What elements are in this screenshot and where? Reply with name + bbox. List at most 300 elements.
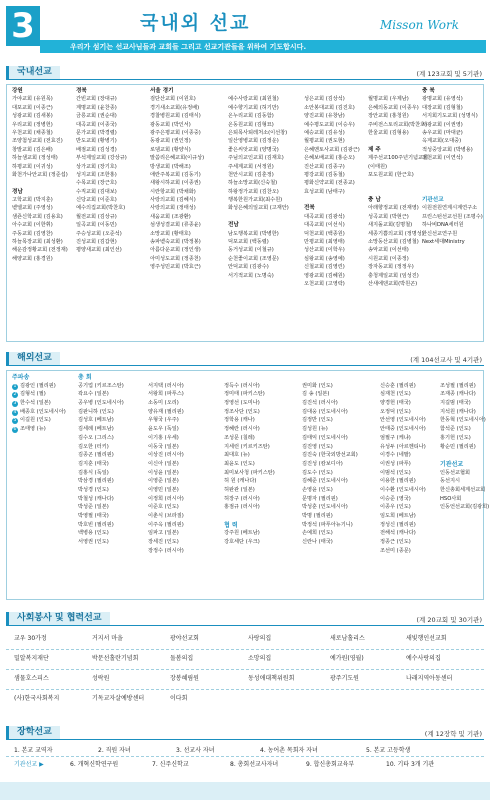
social-entry: 예가원(영월) xyxy=(330,655,364,662)
missionary-entry: 서영권 (인도) xyxy=(78,539,109,546)
church-entry: 수직교회 (김대보) xyxy=(76,188,117,195)
church-entry: 새왕시하교회 (이종권) xyxy=(150,180,201,187)
church-entry: 상가교회 (장기호) xyxy=(76,163,117,170)
missionary-entry: 김수오 (그리스) xyxy=(78,434,114,441)
social-entry: 샘물호스피스 xyxy=(14,675,49,682)
missionary-entry: 정성신 (필리핀) xyxy=(380,521,416,528)
church-entry: 부석제일교회 (강상규) xyxy=(76,155,127,162)
church-entry: 새지돌교회(김명철) xyxy=(368,222,413,229)
missionary-entry: 이범석 (인도) xyxy=(380,469,411,476)
social-row-divider xyxy=(6,649,484,650)
church-entry: 덕포교회 (백동렬) xyxy=(228,239,269,246)
church-entry: 광주은평교회 (이종중) xyxy=(150,129,201,136)
church-entry: (이태원) xyxy=(368,163,388,170)
church-entry xyxy=(368,189,422,197)
area-name: 한수석 (일본) xyxy=(20,400,51,407)
missionary-entry: 김진석 (러시아) xyxy=(302,400,338,407)
missionary-entry: 권미화 (인도) xyxy=(302,382,333,389)
church-entry: 평화신약교회 (전종교) xyxy=(304,180,355,187)
social-entry: 거지서 마을 xyxy=(92,635,123,642)
social-entry: 기독교자살예방센터 xyxy=(92,695,145,702)
overseas-column xyxy=(380,374,438,556)
missionary-entry: 손영윤 (인도) xyxy=(302,486,333,493)
church-entry: 대곡교회 (이선식) xyxy=(304,222,345,229)
missionary-entry: 한신총회세계선교회 xyxy=(440,486,486,493)
missionary-entry: 곽요수 (일본) xyxy=(78,391,109,398)
church-entry: 하왕정가교회 (김찬오) xyxy=(228,188,279,195)
sending-area xyxy=(12,417,76,426)
church-entry: 좋은씨앗교회 (양명국) xyxy=(228,146,279,153)
missionary-entry: 임파고 (일본) xyxy=(148,530,179,537)
region-heading: 충 북 xyxy=(422,88,435,94)
missionary-entry: 박명 (필리핀) xyxy=(302,513,333,519)
church-entry: 성지교회 (조한홍) xyxy=(76,171,117,178)
church-entry: 말씀리은혜교회(이규상) xyxy=(150,155,205,162)
church-entry xyxy=(228,214,302,222)
church-entry: 일곡교회 (이동민) xyxy=(76,222,117,229)
missionary-entry: 이준호 (인도) xyxy=(148,504,179,511)
church-entry: 송우교회 (마대균) xyxy=(422,129,463,136)
missionary-entry: 이용한 (필리핀) xyxy=(380,478,416,485)
number-badge: 6 xyxy=(13,427,17,433)
church-entry: 광동교회 (박인서) xyxy=(150,121,191,128)
number-badge: 4 xyxy=(13,409,17,415)
church-entry: 신철교회 (김영린) xyxy=(304,264,345,271)
social-row-divider xyxy=(6,689,484,690)
church-entry: 영주성민교회 (박효근) xyxy=(150,264,201,271)
church-entry: 성광교회 (김새봉) xyxy=(12,113,53,120)
page-subtitle: 우리가 섬기는 선교사님들과 교회들 그리고 선교기관들을 위하여 기도합시다. xyxy=(70,43,307,51)
missionary-entry: 조성필 (필리핀) xyxy=(440,382,476,389)
scholarship-entry: 6. 개혁신학연구원 xyxy=(70,761,119,768)
social-entry: 예수사랑의집 xyxy=(406,655,441,662)
church-entry: 한울교회 (김형용) xyxy=(368,129,409,136)
domestic-count: (계 123교회 및 5기관) xyxy=(416,70,482,78)
church-entry: 예수평도교회 (이승우) xyxy=(304,121,355,128)
scholarship-entry: 10. 기타 3개 기관 xyxy=(386,761,435,768)
area-name: 김광인 (필리핀) xyxy=(20,382,56,389)
church-entry: 송파벧숙교회 (박정봉) xyxy=(150,239,201,246)
missionary-entry: 허완관 (일본) xyxy=(224,486,255,493)
missionary-entry: 정혜란 (러시아) xyxy=(224,426,260,433)
missionary-entry: 박삼경 (필리핀) xyxy=(78,478,114,485)
church-entry: 애란주복교회 (김동기) xyxy=(150,171,201,178)
missionary-entry: 안태중 (인도네시아) xyxy=(380,426,426,433)
domestic-grid xyxy=(12,88,482,338)
missionary-entry: 공우병 (인도네시아) xyxy=(78,400,124,407)
church-entry: 양진교회 (유창남) xyxy=(304,113,345,120)
scholarship-entry: 9. 합신총회교육부 xyxy=(306,761,355,768)
church-entry: 하나비DNA세터원 xyxy=(422,222,464,229)
social-entry: 새빛행인선교회 xyxy=(406,635,447,642)
missionary-entry: 김홍식 (독일) xyxy=(78,469,109,476)
missionary-entry: 지세런 (키르키즈탄) xyxy=(224,443,270,450)
church-entry: 사랑의교회 (정태성) xyxy=(150,205,196,212)
social-row xyxy=(14,692,476,706)
social-entry: (사)한국사회복지 xyxy=(14,695,60,702)
church-entry: 하늘샘교회 (정성태) xyxy=(12,155,58,162)
church-entry: 심왕교회 (송영예) xyxy=(304,255,345,262)
areas-title: 주파송 xyxy=(12,374,30,381)
church-entry: 시란항교회 (박채화) xyxy=(150,188,196,195)
missionary-entry: 오정덕 (인도) xyxy=(380,408,411,415)
church-entry: 은혜보배교회 (홍순오) xyxy=(304,155,355,162)
church-entry: 남도행복교회 (박병한) xyxy=(228,230,279,237)
church-entry: 간빈교회 (장대규) xyxy=(76,96,117,103)
missionary-entry: 박성경 (인도) xyxy=(78,486,109,493)
overseas-column xyxy=(78,374,146,548)
social-entry: 장봉혜림원 xyxy=(170,675,199,682)
overseas-column xyxy=(302,374,378,548)
church-entry: 월전교회 (김상규) xyxy=(76,213,117,220)
social-row-divider xyxy=(6,669,484,670)
agency-label: 기관선교 ▶ xyxy=(14,761,44,768)
church-entry: 진산교회 (김종구) xyxy=(304,163,345,170)
missionary-entry: 조성문 (칠레) xyxy=(224,434,255,441)
overseas-title: 해외선교 xyxy=(6,352,60,365)
missionary-entry: 김지훈 (태국) xyxy=(78,460,109,467)
missionary-entry: 박정석 (파푸아뉴기니) xyxy=(302,521,353,528)
scholarship-entry: 1. 본교 교역자 xyxy=(14,747,53,754)
church-entry: 은혜멘토사교회 (김광근) xyxy=(304,146,360,153)
missionary-entry: 이승준 (영국) xyxy=(380,495,411,502)
missionary-entry: 허장구 (러시아) xyxy=(224,495,260,502)
number-badge: 3 xyxy=(13,401,17,407)
church-entry xyxy=(422,164,482,172)
church-entry: 서지회기도교회 (성명식) xyxy=(422,113,478,120)
missionary-entry: 신란나 (태국) xyxy=(302,539,333,546)
church-entry: 서광교회 (이권영) xyxy=(422,121,463,128)
church-entry: 만평교회 (최영태) xyxy=(304,239,345,246)
missionary-entry: 이기홍 (우세) xyxy=(148,434,179,441)
missionary-entry: 우형국 (우주) xyxy=(148,417,179,424)
church-entry: 천안시교회 (김훈정) xyxy=(228,171,274,178)
area-name: 조태영 (뉴) xyxy=(20,426,46,433)
missionary-entry: 정득수 (러시아) xyxy=(224,382,260,389)
church-entry: 해운감정황교회 (전정재) xyxy=(12,247,68,254)
church-entry: 성은교회 (김상석) xyxy=(304,96,345,103)
group-heading: 기관선교 xyxy=(440,460,464,468)
church-entry xyxy=(12,180,74,188)
missionary-entry: 박호빈 (필리핀) xyxy=(78,521,114,528)
church-entry: 가야교회 (유원목) xyxy=(12,96,53,103)
domestic-divider xyxy=(6,79,484,80)
chapter-number: 3 xyxy=(6,6,40,46)
church-entry: 검단산교회 (이원호) xyxy=(150,96,196,103)
overseas-divider xyxy=(6,365,484,366)
domestic-column xyxy=(422,88,482,247)
domestic-column xyxy=(228,88,302,281)
missionary-entry: 최미보사청 (파키스탄) xyxy=(224,469,275,476)
church-entry: 소망동산교회 (김병철) xyxy=(368,239,419,246)
missionary-entry: 홍점규 (러시아) xyxy=(224,504,260,511)
social-entry: 박문선홀란기념회 xyxy=(92,655,139,662)
church-entry xyxy=(422,180,482,188)
church-entry: 우천교회 (채종철) xyxy=(12,129,53,136)
missionary-entry: 신승훈 (필리핀) xyxy=(380,382,416,389)
church-entry: 산새에덴교회(박원곤) xyxy=(368,280,418,287)
missionary-entry: 문명자 (필리핀) xyxy=(302,495,338,502)
scholarship-count: (계 12장학 및 기관) xyxy=(424,730,482,738)
social-entry: 동성애대책위원회 xyxy=(248,675,295,682)
missionary-entry: 김오한 (터키) xyxy=(78,443,109,450)
church-entry: 오천교회 (고영락) xyxy=(304,280,345,287)
region-heading: 충 남 xyxy=(368,197,381,204)
church-entry: 포도원교회 (한근호) xyxy=(368,171,414,178)
church-entry xyxy=(368,138,422,146)
church-entry: 평강교회 (김동철) xyxy=(304,171,345,178)
missionary-entry: 홍기헌 (인도) xyxy=(440,434,471,441)
church-entry: 이원전원연계시계연구소 xyxy=(422,205,478,212)
church-entry: 효성교회 (남태구) xyxy=(304,188,345,195)
church-entry: 섬생성결교회 (류종윤) xyxy=(150,222,201,229)
social-entry: 나래지역아동센터 xyxy=(406,675,453,682)
church-entry: 방생교회 (박해조) xyxy=(150,163,191,170)
church-entry: 대곡교회 (김광석) xyxy=(304,213,345,220)
missionary-entry: 김성원 (뉴) xyxy=(302,426,328,433)
overseas-grid xyxy=(12,374,490,596)
church-entry xyxy=(368,180,422,188)
missionary-entry xyxy=(224,513,300,522)
church-entry: 소안봉대교회 (김진호) xyxy=(304,104,355,111)
scholarship-entry: 8. 총회선교사자녀 xyxy=(230,761,279,768)
church-entry: 시원교회 (이종정) xyxy=(368,255,409,262)
missionary-entry: 이종우 (인도) xyxy=(380,504,411,511)
domestic-column xyxy=(150,88,226,273)
church-entry: 안덕교회 (김광수) xyxy=(228,264,269,271)
missionary-entry: 김 송 (일본) xyxy=(302,391,330,398)
missionary-entry: 김세례 (베트남) xyxy=(78,426,114,433)
church-entry: 진성교회 (김갑현) xyxy=(76,239,117,246)
sending-area xyxy=(12,426,76,435)
missionary-entry: 정영선 (도미나) xyxy=(224,400,260,407)
social-row xyxy=(14,652,476,666)
social-entry: 성락원 xyxy=(92,675,110,682)
missionary-entry: 정미태 (파키스탄) xyxy=(224,391,265,398)
church-entry: 하평교회 (이귀성) xyxy=(12,163,53,170)
church-entry: 행복한원가교회(최수원) xyxy=(228,197,283,204)
missionary-entry xyxy=(440,374,486,383)
area-name: 김형석 (필) xyxy=(20,391,46,398)
missionary-entry: 김진숙 (한국외방선교회) xyxy=(302,452,358,459)
social-entry: 밀알복지재단 xyxy=(14,655,49,662)
missionary-entry: 임도희 (베트남) xyxy=(380,513,416,519)
missionary-entry: 이성윤 (일본) xyxy=(148,469,179,476)
missionary-entry xyxy=(302,374,378,383)
missionary-entry: 황순민 (필리핀) xyxy=(440,443,476,450)
church-entry: 아수교회 (이한휘) xyxy=(12,222,53,229)
church-entry: 신당교회 (이준호) xyxy=(76,197,117,204)
scholarship-entry: 3. 선교사 자녀 xyxy=(176,747,215,754)
church-entry: 새움교회 (조광환) xyxy=(150,213,191,220)
church-entry: 성산교회 (이학우) xyxy=(304,247,345,254)
missionary-entry: 이영준 (일본) xyxy=(148,478,179,485)
church-entry: 순천좋이교회 (조영문) xyxy=(228,255,279,262)
missionary-entry: 이정희 (러시아) xyxy=(148,495,184,502)
church-entry: 아미성도교회 (정종천) xyxy=(150,255,201,262)
missionary-entry: 강호세단 (우크) xyxy=(224,539,260,546)
missionary-entry: 인동언선교회(김광희) xyxy=(440,504,490,511)
scholarship-title: 장학선교 xyxy=(6,726,60,739)
group-heading: 협 력 xyxy=(224,521,238,529)
missionary-entry: 손예희 (인도) xyxy=(302,530,333,537)
church-entry: 로뎀교회 (황양식) xyxy=(150,146,191,153)
church-entry: 평양새교회 (최인선) xyxy=(76,247,122,254)
overseas-count: (계 104선교사 및 4기관) xyxy=(410,356,482,364)
church-entry: 주비전스토리교회(박찬호) xyxy=(368,121,428,128)
region-heading: 강원 xyxy=(12,88,23,94)
church-entry: 예수의집교회(박찬호) xyxy=(76,205,126,212)
social-entry: 교우 30가정 xyxy=(14,635,47,642)
number-badge: 2 xyxy=(13,392,17,398)
missionary-entry: 함석준 (인도) xyxy=(440,426,471,433)
church-entry: 한신선교연구원 xyxy=(422,230,458,237)
missionary-entry: 김성호 (베트남) xyxy=(78,417,114,424)
church-entry: 금릉교회 (권순대) xyxy=(76,113,117,120)
church-entry: 장안교회 (홍청원) xyxy=(368,113,409,120)
social-entry: 이다회 xyxy=(170,695,188,702)
missionary-entry: 전해석 (캐나다) xyxy=(380,530,416,537)
social-row xyxy=(14,632,476,646)
church-entry: 대포교회 (이종근) xyxy=(12,104,53,111)
missionary-entry: 서지택 (러시아) xyxy=(148,382,184,389)
missionary-entry: 허 원 (캐나다) xyxy=(224,478,257,485)
missionary-entry: 이상진 (러시아) xyxy=(148,452,184,459)
church-entry: 화성은혜의일교회 (고재안) xyxy=(228,205,289,212)
missionary-entry: 이주옥 (필리핀) xyxy=(148,521,184,528)
overseas-areas xyxy=(12,374,76,435)
missionary-entry: 최윤도 (인도) xyxy=(224,460,255,467)
social-title: 사회봉사 및 협력선교 xyxy=(6,612,110,625)
overseas-column xyxy=(224,374,300,548)
church-entry: 예수향기교회 (허기만) xyxy=(228,104,279,111)
missionary-entry: 양유재 (필리핀) xyxy=(148,408,184,415)
domestic-title: 국내선교 xyxy=(6,66,60,79)
social-divider xyxy=(6,625,484,626)
church-entry: 하늘소망교회(신숙철) xyxy=(228,180,278,187)
church-entry: 월명교회 (우제남) xyxy=(368,96,409,103)
missionary-entry: 김도수 (인도) xyxy=(302,469,333,476)
domestic-column xyxy=(304,88,366,289)
region-heading: 제 주 xyxy=(368,146,381,153)
missionary-entry: 심재천 (인도) xyxy=(380,391,411,398)
missionary-entry: 이경수 (네팔) xyxy=(380,452,411,459)
church-entry: 샘죤신학교회 (김용효) xyxy=(12,213,63,220)
missionary-entry: 박영필 (태국) xyxy=(78,513,109,519)
church-entry: 동광교회 (권인정) xyxy=(150,138,191,145)
area-name: 이길원 (인도) xyxy=(20,417,51,424)
social-entry: 광주기도원 xyxy=(330,675,359,682)
domestic-column xyxy=(12,88,74,264)
church-entry: 월평교회 (권도현) xyxy=(304,138,345,145)
scholarship-entry: 7. 신주신학교 xyxy=(152,761,189,768)
scholarship-entry: 2. 직원 자녀 xyxy=(98,747,131,754)
missionary-entry: 김대웅 (인도네시아) xyxy=(302,408,348,415)
church-entry: 세종기쁨의교회 (정명성) xyxy=(368,230,424,237)
church-entry: 수목교회 (장근호) xyxy=(76,180,117,187)
region-heading: 전남 xyxy=(228,222,239,229)
page-title: 국내외 선교 xyxy=(140,12,251,34)
missionary-entry: 서왕희 (파푸스) xyxy=(148,391,184,398)
missionary-entry: 안선영 (인도네시아) xyxy=(380,417,426,424)
missionary-entry: 김태익 (인도네시아) xyxy=(302,434,348,441)
church-entry: 영광교회 (김혜원) xyxy=(304,272,345,279)
church-entry: 주님의교인교회 (김재호) xyxy=(228,155,284,162)
church-entry: 경찰병원교회 (김태식) xyxy=(150,113,201,120)
group-heading: 총 회 xyxy=(78,374,92,381)
church-entry: 예승교회 (김유성) xyxy=(304,129,345,136)
region-heading: 기관선교 xyxy=(422,197,444,204)
missionary-entry: 백병용 (인도) xyxy=(78,530,109,537)
church-entry: 주동교회 (김영찬) xyxy=(12,230,53,237)
missionary-entry: 최대호 (뉴) xyxy=(224,452,250,459)
church-entry: 대곡교회 (이종국) xyxy=(76,121,117,128)
church-entry: 충청제일교회 (임성진) xyxy=(368,272,419,279)
church-entry: 광명교회 (유영석) xyxy=(422,96,463,103)
sending-area xyxy=(12,391,76,400)
missionary-entry: 지석원 (캐나다) xyxy=(440,408,476,415)
social-entry: 광야선교회 xyxy=(170,635,199,642)
missionary-entry: 한동혁 (인도네시아) xyxy=(440,417,486,424)
missionary-entry: 이영민 (일본) xyxy=(148,486,179,493)
church-entry: 적성중앙교회 (박병용) xyxy=(422,146,473,153)
missionary-entry: 이동국 (일본) xyxy=(148,443,179,450)
church-entry: 창발교회 (김은배) xyxy=(12,146,53,153)
number-badge: 1 xyxy=(13,383,17,389)
church-entry: 화천가나안교회 (정준섭) xyxy=(12,171,68,178)
church-entry: 벧엘교회 (주영성) xyxy=(12,205,53,212)
missionary-entry: 정학용 (캐나) xyxy=(224,417,255,424)
church-entry: 주승성교회 (오준석) xyxy=(76,230,122,237)
missionary-entry: 윤도우 (독일) xyxy=(148,426,179,433)
church-entry: 반도교회 (황병기) xyxy=(76,138,117,145)
church-entry: 소망교회 (황태호) xyxy=(150,230,191,237)
church-entry: 일산영병교회 (김정운) xyxy=(228,138,279,145)
missionary-entry: 조선미 (종문) xyxy=(380,547,411,554)
missionary-entry: 공기업 (키르조스탄) xyxy=(78,382,124,389)
church-entry: Next세대Ministry xyxy=(422,239,465,246)
mission-label: Misson Work xyxy=(380,18,459,32)
page-header xyxy=(0,0,490,54)
church-entry: 아름다운교회 (정인생) xyxy=(150,247,201,254)
scholarship-row-1 xyxy=(6,744,484,757)
church-entry: 해양교회 (홍경원) xyxy=(12,255,53,262)
overseas-column xyxy=(440,374,490,513)
church-entry: 덕천교회 (백종원) xyxy=(304,230,345,237)
church-entry: 조양첨성교회 (전효진) xyxy=(12,138,63,145)
church-entry: 고학교회 (박지훈) xyxy=(12,197,53,204)
missionary-entry: 이권성 (파푸) xyxy=(380,460,411,467)
church-entry: 동거성교회 (이철규) xyxy=(228,247,274,254)
church-entry: 하늘목장교회 (최성환) xyxy=(12,239,63,246)
church-entry: 온동원교회 (김형묘) xyxy=(228,121,274,128)
church-entry: 장자동교회 (정정우) xyxy=(368,264,414,271)
church-entry: 대장교회 (김형철) xyxy=(422,104,463,111)
missionary-entry: 정종근 (인도) xyxy=(380,539,411,546)
scholarship-entry: 5. 본교 고등학생 xyxy=(366,747,411,754)
region-heading: 전북 xyxy=(304,205,315,212)
number-badge: 5 xyxy=(13,418,17,424)
missionary-entry: 김진성 (캄보디아) xyxy=(302,460,343,467)
church-entry: 배점교회 (김성경) xyxy=(76,146,117,153)
region-heading: 경남 xyxy=(12,188,23,195)
church-entry: 우리교회 (정병헌) xyxy=(12,121,53,128)
missionary-entry: 박성준 (일본) xyxy=(78,504,109,511)
scholarship-divider xyxy=(6,739,484,740)
social-entry: 돌봄의집 xyxy=(170,655,194,662)
church-entry: 은혜의동교회 (이종우) xyxy=(368,104,419,111)
church-entry xyxy=(422,172,482,180)
